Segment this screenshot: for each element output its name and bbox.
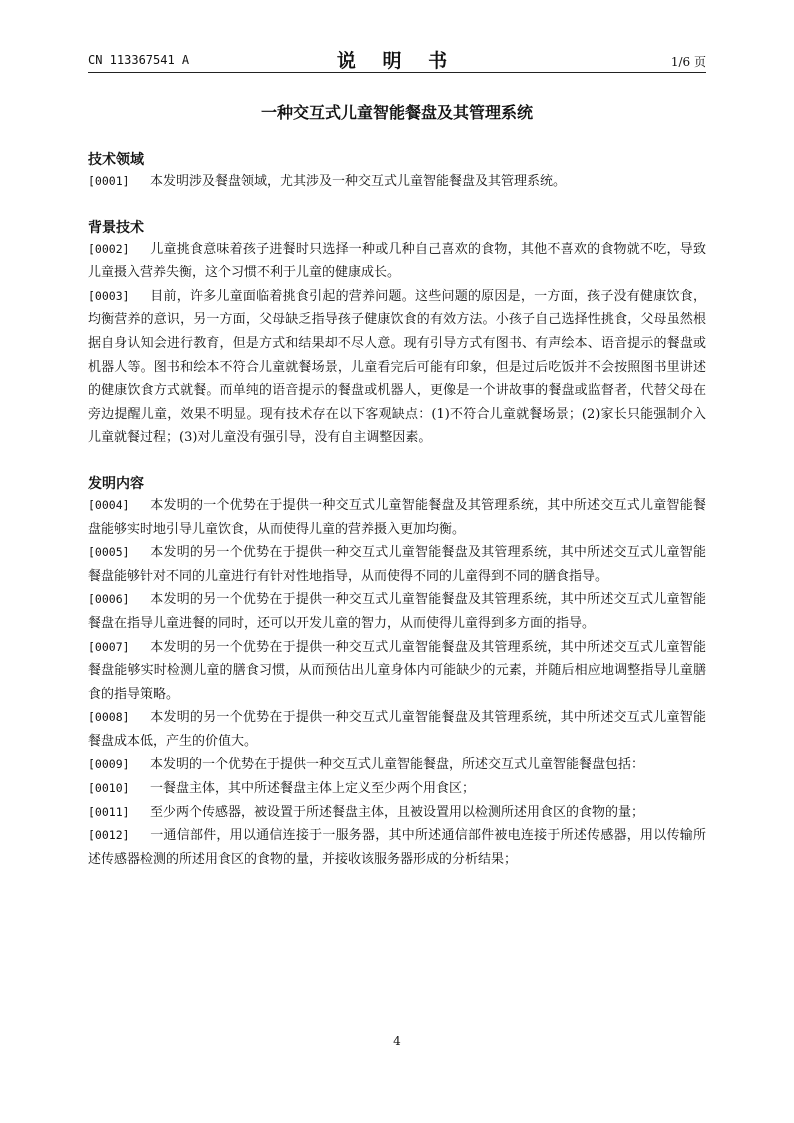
paragraph-number: [0008] [88,710,130,725]
paragraph-number: [0010] [88,781,130,796]
section-heading: 技术领域 [88,152,144,168]
header-rule [88,72,706,73]
paragraph [88,824,706,871]
patent-number: CN 113367541 A [88,53,190,67]
paragraph-text: 本发明的另一个优势在于提供一种交互式儿童智能餐盘及其管理系统，其中所述交互式儿童智能餐盘成本低，产生的价值大。 [88,710,706,749]
paragraph-text: 本发明的另一个优势在于提供一种交互式儿童智能餐盘及其管理系统，其中所述交互式儿童智能餐盘在指导儿童进餐的同时，还可以开发儿童的智力，从而使得儿童得到多方面的指导。 [88,592,706,631]
paragraph-text: 一通信部件，用以通信连接于一服务器，其中所述通信部件被电连接于所述传感器，用以传输所述传感器检测的所述用食区的食物的量，并接收该服务器形成的分析结果； [88,828,706,867]
page-header [88,44,706,76]
document-type-title: 说 明 书 [336,50,458,72]
paragraph [88,170,706,194]
page-label: 1/6 页 [670,55,706,69]
paragraph-number: [0012] [88,828,130,843]
paragraph-text: 本发明的另一个优势在于提供一种交互式儿童智能餐盘及其管理系统，其中所述交互式儿童智能餐盘能够实时检测儿童的膳食习惯，从而预估出儿童身体内可能缺少的元素，并随后相应地调整指导儿童膳食的指导策略。 [88,639,706,702]
paragraph-number: [0005] [88,545,130,560]
paragraph [88,801,706,825]
paragraph-number: [0002] [88,241,130,256]
paragraph-number: [0007] [88,639,130,654]
paragraph-text: 本发明的一个优势在于提供一种交互式儿童智能餐盘及其管理系统，其中所述交互式儿童智能餐盘能够实时地引导儿童饮食，从而使得儿童的营养摄入更加均衡。 [88,497,706,537]
section-heading: 发明内容 [88,475,144,492]
paragraph-text: 本发明涉及餐盘领域，尤其涉及一种交互式儿童智能餐盘及其管理系统。 [150,174,567,189]
section [88,474,706,872]
paragraph [88,753,706,777]
paragraph [88,285,706,450]
section [88,150,706,194]
paragraph-number: [0003] [88,288,130,303]
paragraph-number: [0011] [88,804,130,819]
paragraph [88,494,706,541]
paragraph-text: 目前，许多儿童面临着挑食引起的营养问题。这些问题的原因是，一方面，孩子没有健康饮食，均衡营养的意识，另一方面，父母缺乏指导孩子健康饮食的有效方法。小孩子自己选择性挑食，父母虽然根据自身认知会进行教育，但是方式和结果却不尽人意。现有引导方式有图书、有声绘本、语音提示的餐盘或机器人等。图书和绘本不符合儿童就餐场景，儿童看完后可能有印象，但是过后吃饭并不会按照图书里讲述的健康饮食方式就餐。而单纯的语音提示的餐盘或机器人，更像是一个讲故事的餐盘或监督者，代替父母在旁边提醒儿童，效果不明显。现有技术存在以下客观缺点：(1)不符合儿童就餐场景；(2)家长只能强制介入儿童就餐过程；(3)对儿童没有强引导，没有自主调整因素。 [88,288,706,446]
page-number: 4 [393,1034,401,1048]
paragraph-number: [0004] [88,497,130,512]
paragraph-text: 一餐盘主体，其中所述餐盘主体上定义至少两个用食区； [150,781,476,797]
paragraph-number: [0001] [88,174,130,188]
paragraph [88,541,706,588]
paragraph [88,636,706,707]
paragraph-number: [0006] [88,592,130,607]
paragraph-text: 至少两个传感器，被设置于所述餐盘主体，且被设置用以检测所述用食区的食物的量； [150,804,645,820]
paragraph-number: [0009] [88,757,130,772]
paragraph-text: 本发明的另一个优势在于提供一种交互式儿童智能餐盘及其管理系统，其中所述交互式儿童智能餐盘能够针对不同的儿童进行有针对性地指导，从而使得不同的儿童得到不同的膳食指导。 [88,545,706,584]
document-body [88,150,706,895]
section-heading: 背景技术 [88,219,144,236]
invention-title: 一种交互式儿童智能餐盘及其管理系统 [260,103,533,122]
paragraph-text: 儿童挑食意味着孩子进餐时只选择一种或几种自己喜欢的食物，其他不喜欢的食物就不吃，导致儿童摄入营养失衡，这个习惯不利于儿童的健康成长。 [88,241,706,281]
paragraph [88,706,706,753]
paragraph [88,238,706,285]
section [88,218,706,450]
paragraph [88,777,706,801]
paragraph [88,588,706,635]
paragraph-text: 本发明的一个优势在于提供一种交互式儿童智能餐盘，所述交互式儿童智能餐盘包括： [150,757,645,773]
